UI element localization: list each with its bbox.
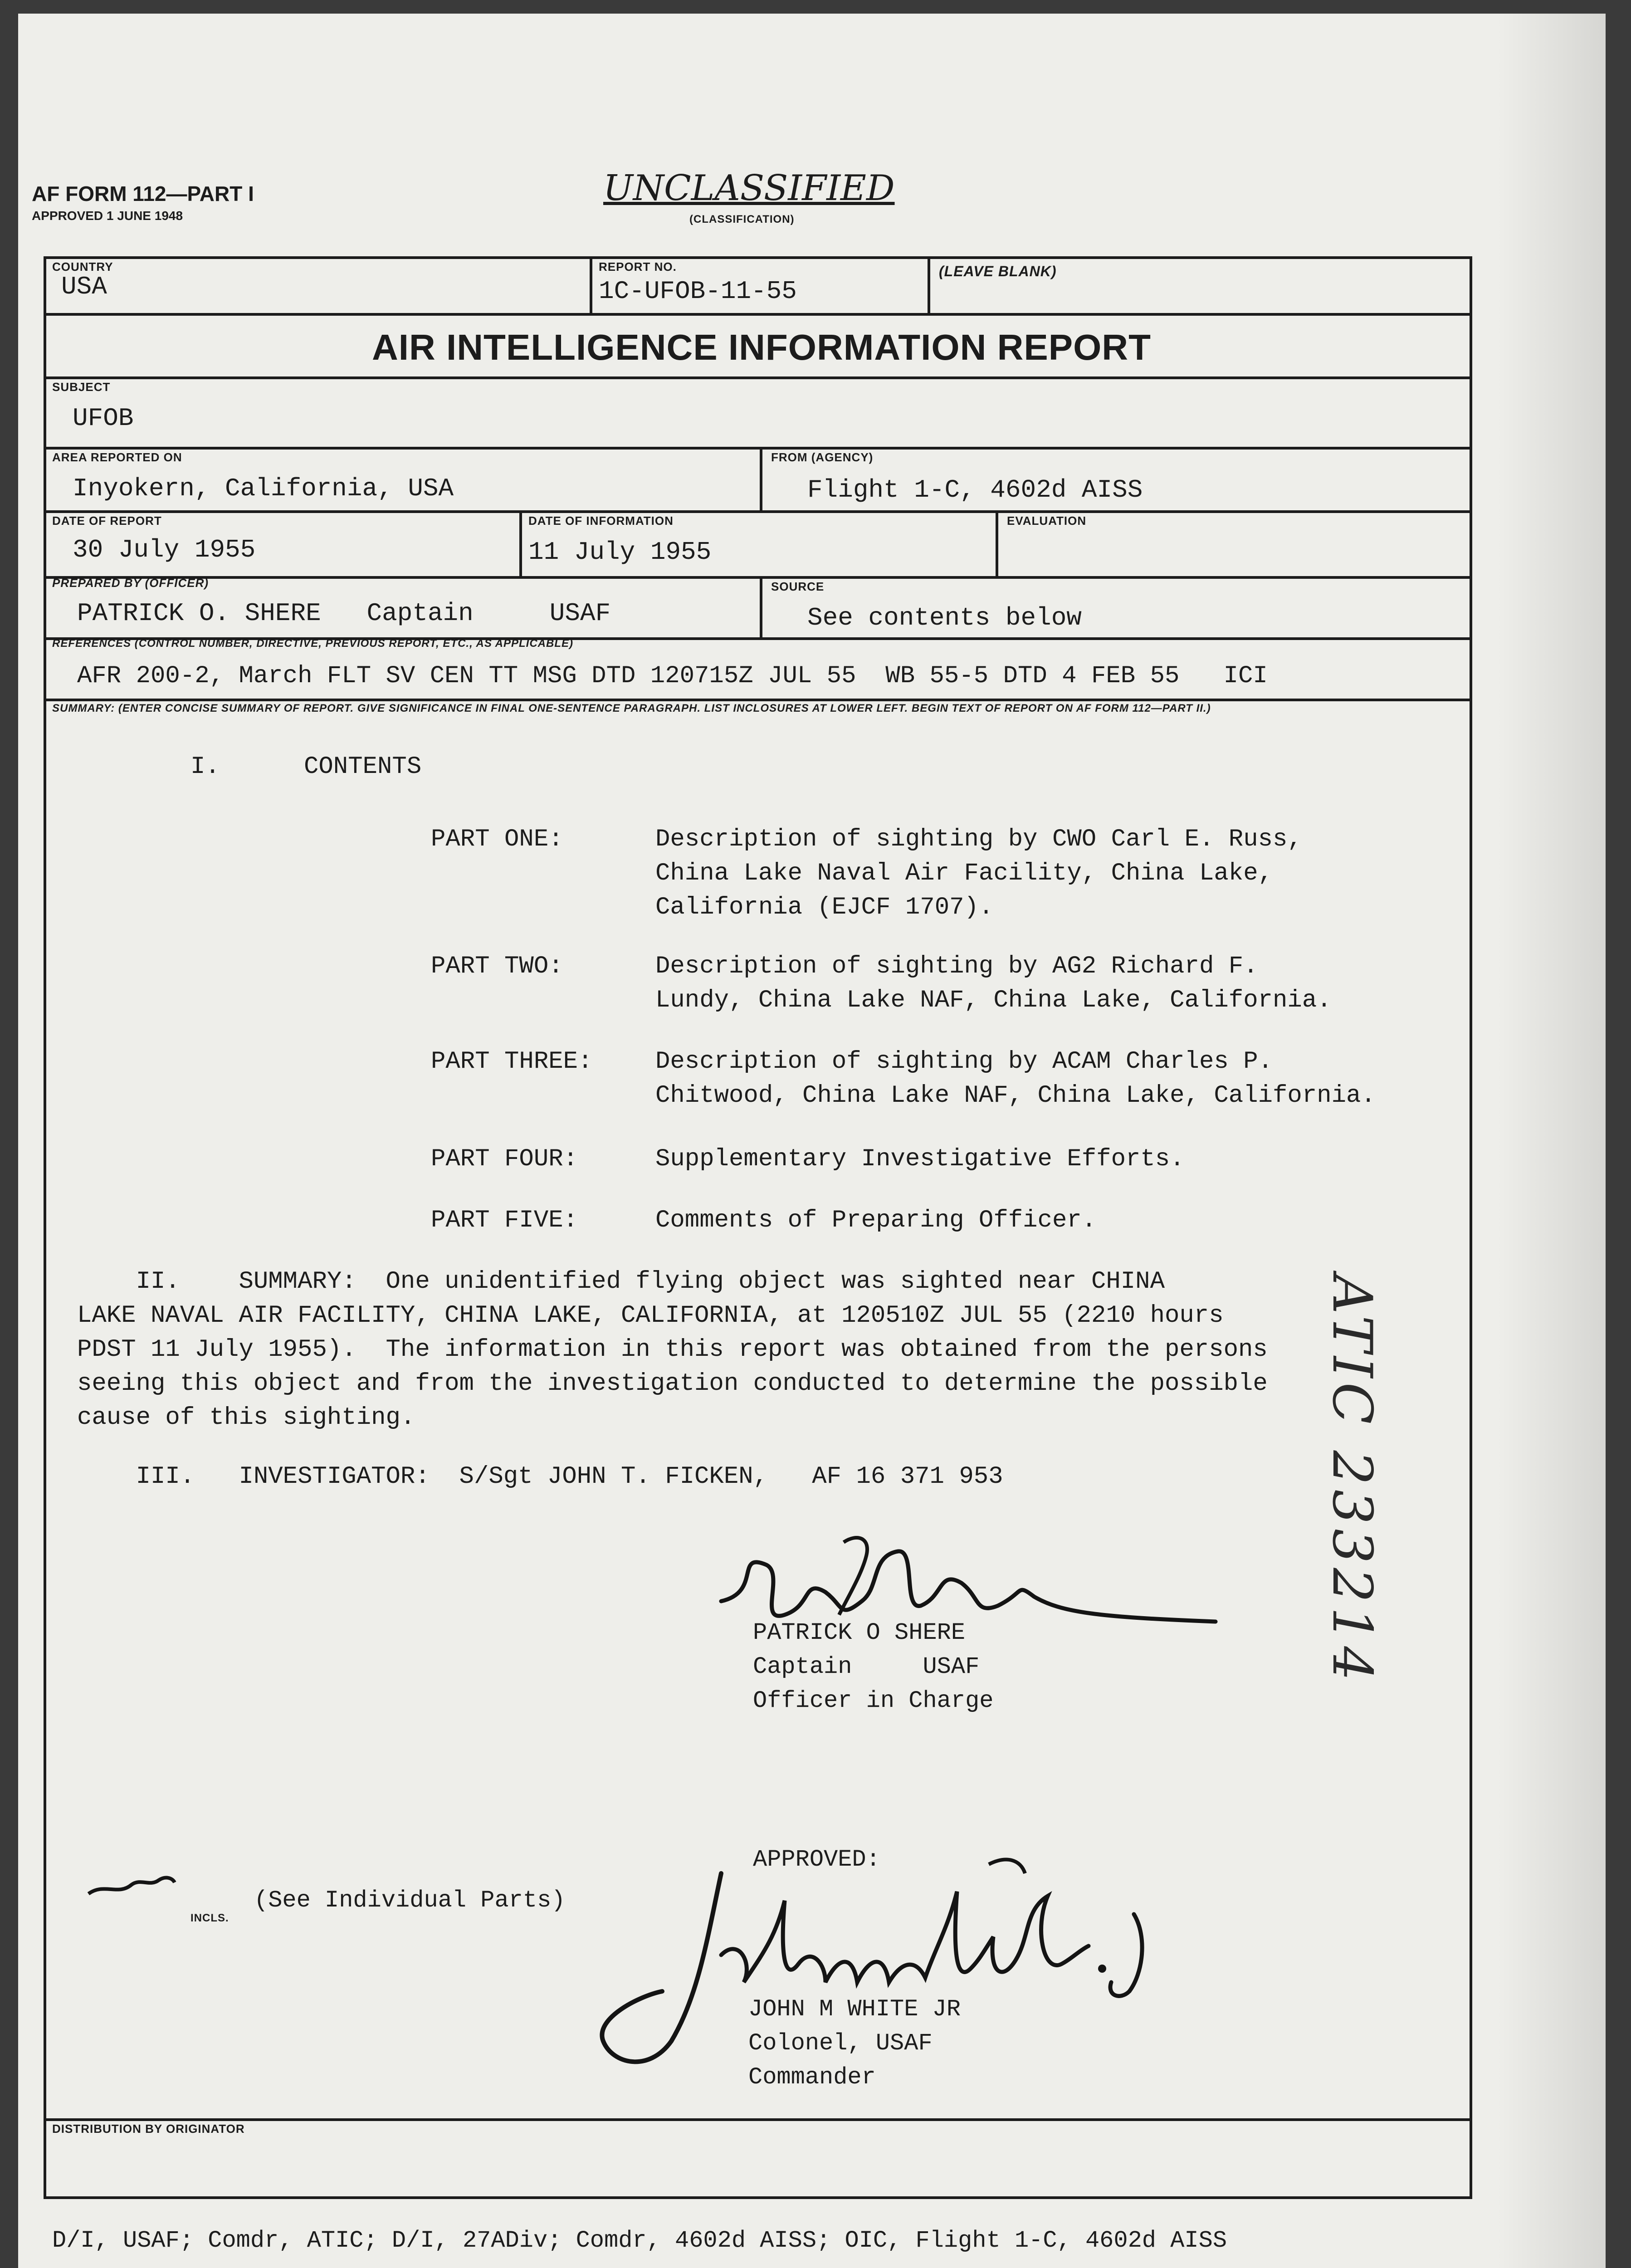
prepared-by-label: PREPARED BY (OFFICER) xyxy=(52,576,209,590)
date-of-report-label: DATE OF REPORT xyxy=(52,514,162,528)
subject-value: UFOB xyxy=(73,404,134,433)
signer-2-role: Commander xyxy=(748,2064,876,2091)
signer-1-role: Officer in Charge xyxy=(753,1687,994,1714)
source-label: SOURCE xyxy=(771,580,825,593)
part-two-label: PART TWO: xyxy=(431,953,563,980)
part-three-line-1: Description of sighting by ACAM Charles P. xyxy=(655,1048,1273,1075)
prepared-by-value: PATRICK O. SHERE Captain USAF xyxy=(77,599,611,628)
date-of-information-value: 11 July 1955 xyxy=(528,538,712,567)
contents-number: I. xyxy=(190,753,220,781)
from-value: Flight 1-C, 4602d AISS xyxy=(807,475,1143,504)
part-four-label: PART FOUR: xyxy=(431,1145,578,1173)
form-approved-date: APPROVED 1 JUNE 1948 xyxy=(32,209,183,223)
classification-top: UNCLASSIFIED xyxy=(603,168,895,209)
distribution-label: DISTRIBUTION BY ORIGINATOR xyxy=(52,2122,245,2136)
summary-line-5: cause of this sighting. xyxy=(77,1404,415,1432)
part-three-label: PART THREE: xyxy=(431,1048,593,1075)
incls-label: INCLS. xyxy=(190,1912,229,1924)
document-page xyxy=(18,14,1606,2268)
classification-top-caption: (CLASSIFICATION) xyxy=(689,213,795,225)
from-label: FROM (AGENCY) xyxy=(771,450,874,464)
summary-line-3: PDST 11 July 1955). The information in this report was obtained from the persons xyxy=(77,1336,1268,1364)
summary-label: SUMMARY: (ENTER CONCISE SUMMARY OF REPORT. GIVE SIGNIFICANCE IN FINAL ONE-SENTENCE PARAGRAPH. LIST INCLOSURES AT LOWER LEFT. BEGIN TEXT OF REPORT ON AF FORM 112—PART II.) xyxy=(52,702,1211,714)
part-two-line-2: Lundy, China Lake NAF, China Lake, California. xyxy=(655,987,1332,1014)
part-one-label: PART ONE: xyxy=(431,826,563,853)
summary-line-2: LAKE NAVAL AIR FACILITY, CHINA LAKE, CALIFORNIA, at 120510Z JUL 55 (2210 hours xyxy=(77,1302,1224,1330)
date-of-information-label: DATE OF INFORMATION xyxy=(528,514,674,528)
signer-2-name: JOHN M WHITE JR xyxy=(748,1996,961,2023)
form-id: AF FORM 112—PART I xyxy=(32,182,254,205)
date-of-report-value: 30 July 1955 xyxy=(73,535,256,564)
area-value: Inyokern, California, USA xyxy=(73,474,454,503)
part-one-line-3: California (EJCF 1707). xyxy=(655,894,994,921)
part-five-label: PART FIVE: xyxy=(431,1207,578,1234)
approved-label: APPROVED: xyxy=(753,1846,880,1873)
atic-stamp: ATIC 233214 xyxy=(1320,1275,1383,1686)
evaluation-label: EVALUATION xyxy=(1007,514,1087,528)
leave-blank-label: (LEAVE BLANK) xyxy=(939,263,1057,279)
report-title: AIR INTELLIGENCE INFORMATION REPORT xyxy=(372,327,1151,367)
part-five-line-1: Comments of Preparing Officer. xyxy=(655,1207,1097,1234)
references-value: AFR 200-2, March FLT SV CEN TT MSG DTD 120715Z JUL 55 WB 55-5 DTD 4 FEB 55 ICI xyxy=(77,662,1268,690)
part-one-line-1: Description of sighting by CWO Carl E. Russ, xyxy=(655,826,1302,853)
signer-2-rank: Colonel, USAF xyxy=(748,2030,933,2057)
part-one-line-2: China Lake Naval Air Facility, China Lake, xyxy=(655,860,1273,887)
signer-1-name: PATRICK O SHERE xyxy=(753,1619,966,1646)
references-label: REFERENCES (CONTROL NUMBER, DIRECTIVE, PREVIOUS REPORT, ETC., AS APPLICABLE) xyxy=(52,637,573,650)
report-no-label: REPORT NO. xyxy=(599,260,677,274)
area-label: AREA REPORTED ON xyxy=(52,450,182,464)
investigator-line: III. INVESTIGATOR: S/Sgt JOHN T. FICKEN, AF 16 371 953 xyxy=(77,1463,1003,1491)
summary-line-1: II. SUMMARY: One unidentified flying object was sighted near CHINA xyxy=(77,1268,1165,1295)
source-value: See contents below xyxy=(807,603,1082,632)
part-two-line-1: Description of sighting by AG2 Richard F. xyxy=(655,953,1258,980)
country-label: COUNTRY xyxy=(52,260,113,274)
subject-label: SUBJECT xyxy=(52,380,111,394)
summary-line-4: seeing this object and from the investigation conducted to determine the possible xyxy=(77,1370,1268,1398)
distribution-value: D/I, USAF; Comdr, ATIC; D/I, 27ADiv; Comdr, 4602d AISS; OIC, Flight 1-C, 4602d AISS xyxy=(52,2227,1227,2254)
part-four-line-1: Supplementary Investigative Efforts. xyxy=(655,1145,1185,1173)
contents-heading: CONTENTS xyxy=(304,753,422,781)
signer-1-rank: Captain USAF xyxy=(753,1653,980,1680)
inclosure-scribble-icon xyxy=(86,1873,177,1901)
part-three-line-2: Chitwood, China Lake NAF, China Lake, California. xyxy=(655,1082,1376,1110)
country-value: USA xyxy=(61,272,107,301)
report-no-value: 1C-UFOB-11-55 xyxy=(599,277,797,306)
incls-value: (See Individual Parts) xyxy=(254,1887,566,1914)
